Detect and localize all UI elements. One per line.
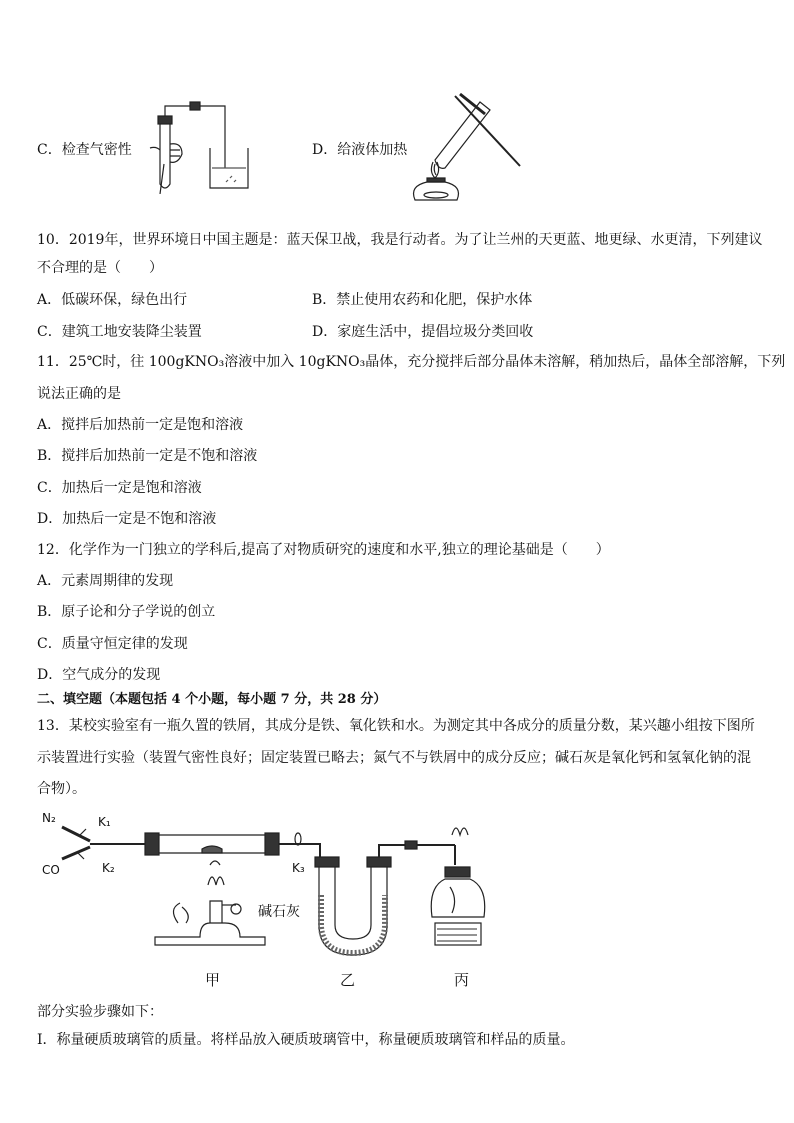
caption-yi: 乙: [340, 971, 356, 989]
q12-option-d: D．空气成分的发现: [37, 667, 161, 683]
q10-option-c: C．建筑工地安装降尘装置: [37, 324, 202, 340]
q10-stem-line2: 不合理的是（ ）: [37, 260, 163, 276]
q10-option-b: B．禁止使用农药和化肥，保护水体: [312, 292, 533, 308]
q12-option-b: B．原子论和分子学说的创立: [37, 604, 216, 620]
caption-jia: 甲: [205, 971, 221, 989]
q12-option-a: A．元素周期律的发现: [37, 573, 174, 589]
apparatus-diagram: [40, 805, 500, 995]
q11-option-b: B．搅拌后加热前一定是不饱和溶液: [37, 448, 258, 464]
q11-stem-line1: 11．25℃时，往 100gKNO₃溶液中加入 10gKNO₃晶体，充分搅拌后部分晶体未溶解，稍加热后，晶体全部溶解，下列: [37, 354, 786, 370]
q11-stem-line2: 说法正确的是: [37, 386, 121, 402]
label-n2: N₂: [42, 811, 56, 825]
caption-bing: 丙: [454, 971, 470, 989]
q11-option-d: D．加热后一定是不饱和溶液: [37, 511, 217, 527]
section2-heading: 二、填空题（本题包括 4 个小题，每小题 7 分，共 28 分）: [37, 692, 387, 707]
q10-option-d: D．家庭生活中，提倡垃圾分类回收: [312, 324, 534, 340]
label-k2: K₂: [102, 861, 115, 875]
q13-stem-line1: 13．某校实验室有一瓶久置的铁屑，其成分是铁、氧化铁和水。为测定其中各成分的质量分数，某兴趣小组按下图所: [37, 718, 755, 734]
q10-option-a: A．低碳环保，绿色出行: [37, 292, 188, 308]
label-k1: K₁: [98, 815, 111, 829]
q13-stem-line2: 示装置进行实验（装置气密性良好；固定装置已略去；氮气不与铁屑中的成分反应；碱石灰是氧化钙和氢氧化钠的混: [37, 750, 751, 766]
q9-option-c: C．检查气密性: [37, 142, 132, 158]
q13-stem-line3: 合物）。: [37, 781, 86, 797]
q12-stem: 12．化学作为一门独立的学科后,提高了对物质研究的速度和水平,独立的理论基础是（ ）: [37, 542, 610, 558]
liquid-heating-figure: [405, 90, 530, 205]
label-soda-lime: 碱石灰: [258, 904, 300, 920]
q13-steps-intro: 部分实验步骤如下：: [37, 1004, 163, 1020]
airtightness-check-figure: [130, 98, 265, 194]
q11-option-c: C．加热后一定是饱和溶液: [37, 480, 202, 496]
q10-stem-line1: 10．2019年，世界环境日中国主题是：蓝天保卫战，我是行动者。为了让兰州的天更蓝、地更绿、水更清，下列建议: [37, 232, 763, 248]
q9-option-d: D．给液体加热: [312, 142, 408, 158]
q12-option-c: C．质量守恒定律的发现: [37, 636, 188, 652]
q11-option-a: A．搅拌后加热前一定是饱和溶液: [37, 417, 244, 433]
label-k3: K₃: [292, 861, 305, 875]
q13-step1: Ⅰ．称量硬质玻璃管的质量。将样品放入硬质玻璃管中，称量硬质玻璃管和样品的质量。: [37, 1032, 575, 1048]
label-co: CO: [42, 863, 60, 877]
